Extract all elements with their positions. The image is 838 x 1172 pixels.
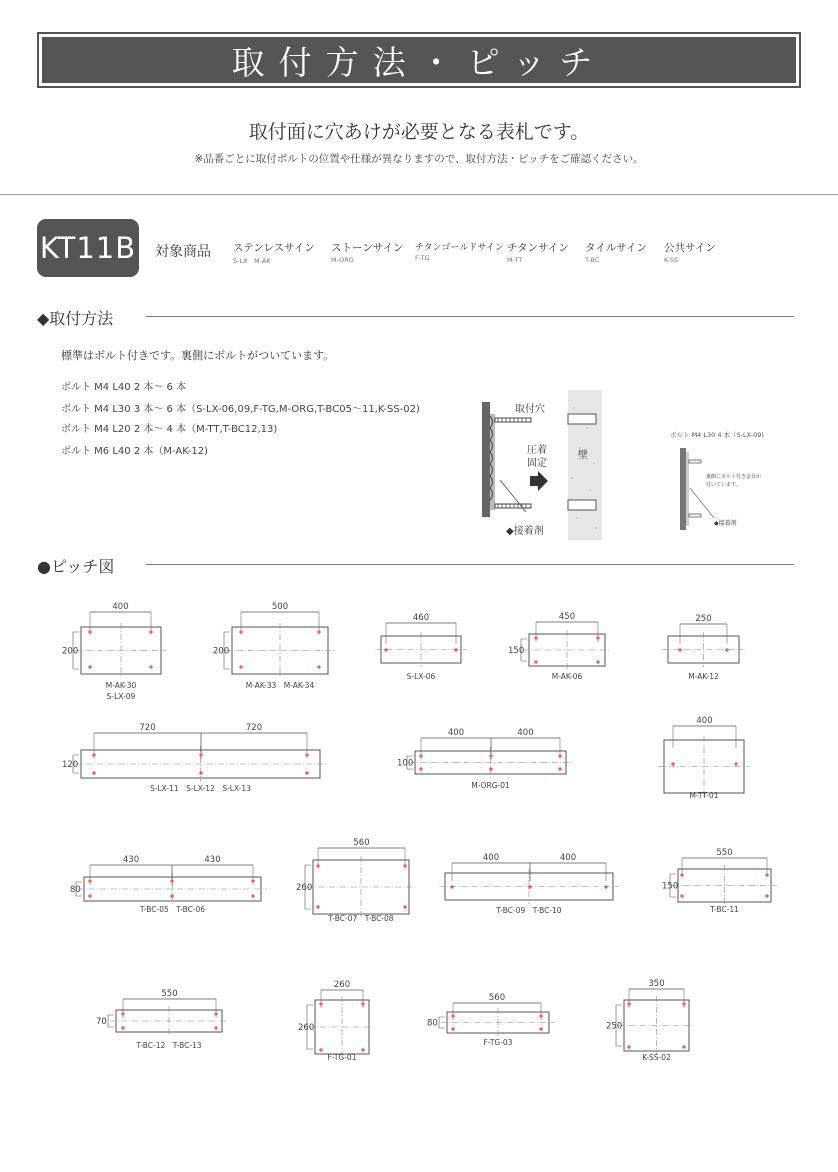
model-label: S-LX-09 [106,692,136,701]
dimension-value: 500 [271,602,289,612]
product-name: ストーンサイン [331,242,404,254]
small-note-1: 裏側にボルト付き金具が [706,474,762,480]
product-code: T-BC [585,256,600,264]
model-badge: KT11B [37,219,139,277]
press-label-2: 固定 [527,458,547,469]
dimension-value: 400 [696,716,713,726]
note-text: ※品番ごとに取付ボルトの位置や仕様が異なりますので、取付方法・ピッチをご確認ください。 [194,153,644,165]
height-value: 80 [427,1018,438,1029]
title-banner [37,32,801,88]
product-tile [585,240,647,264]
pitch-diagram [375,613,467,681]
model-label: F-TG-01 [327,1053,357,1062]
dimension-value: 400 [447,728,465,738]
dimension-value: 460 [412,613,430,623]
dimension-value: 250 [695,614,712,624]
dimension-value: 560 [353,838,370,848]
model-label: M-AK-12 [688,672,719,681]
height-value: 200 [213,646,230,657]
product-titanium [507,240,569,264]
height-value: 260 [298,1023,315,1033]
dimension-value: 430 [204,855,221,865]
dimension-value: 560 [488,993,506,1003]
section-install-method: ◆取付方法 [37,309,114,328]
headline: 取付面に穴あけが必要となる表札です。 [248,121,590,143]
height-value: 150 [662,881,679,892]
bolt-spec-3: ボルト M4 L20 2 本～ 4 本（M-TT,T-BC12,13) [61,424,278,435]
dimension-value: 400 [112,602,129,612]
pitch-diagram [427,993,555,1047]
divider [0,194,838,195]
section-rule [146,316,794,317]
dimension-value: 400 [482,853,500,863]
bolt-spec-1: ボルト M4 L40 2 本～ 6 本 [61,382,187,393]
height-value: 260 [296,883,313,893]
target-products-label: 対象商品 [155,244,211,260]
height-value: 250 [606,1021,623,1032]
dimension-value: 260 [333,980,351,990]
pitch-diagram [298,980,375,1062]
pitch-diagram [662,848,777,914]
dimension-value: 430 [122,855,140,865]
pitch-diagram [606,979,695,1062]
pitch-diagram [439,853,619,915]
wall-label: 壁 [578,450,588,461]
press-label-1: 圧着 [527,445,547,456]
product-stone [331,240,404,264]
product-code: K-SS [664,256,679,264]
product-name: タイルサイン [585,242,648,254]
dimension-value: 720 [245,723,263,733]
dimension-value: 400 [559,853,577,863]
model-label: T-BC-07 T-BC-08 [328,914,394,923]
sign-plate [482,402,490,517]
product-code: S-LX M-AK [233,257,271,265]
product-code: F-TG [415,254,430,262]
dimension-value: 450 [558,612,576,622]
product-name: ステンレスサイン [233,242,315,254]
pitch-diagram [397,728,572,790]
small-install-diagram [676,448,796,538]
pitch-diagram [96,989,228,1050]
pitch-diagrams [0,590,838,1090]
height-value: 200 [62,646,79,657]
model-label: M-AK-06 [551,672,583,681]
section-rule [146,564,794,565]
arrow-right-icon [530,471,548,491]
pitch-diagram [662,614,745,681]
model-label: M-ORG-01 [471,781,510,790]
height-value: 150 [508,646,525,656]
bolt-spec-2: ボルト M4 L30 3 本～ 6 本（S-LX-06,09,F-TG,M-ORG,T-BC05～11,K-SS-02) [61,404,420,415]
height-value: 100 [397,758,414,769]
small-diagram-title: ボルト M4 L30 4 本（S-LX-09) [670,431,764,439]
model-label: M-AK-30 [105,681,137,690]
dimension-value: 550 [161,989,178,999]
height-value: 80 [70,885,81,895]
pitch-diagram [62,723,326,793]
wall-hole-lower [568,500,596,510]
model-label: S-LX-11 S-LX-12 S-LX-13 [150,784,251,793]
bolt-lower [495,504,531,508]
small-adhesive-label: ◆接着剤 [714,520,737,527]
model-label: S-LX-06 [406,672,436,681]
product-name: 公共サイン [664,242,716,254]
small-adhesive [686,452,689,526]
dimension-value: 720 [139,723,156,733]
install-diagram [462,388,612,540]
product-code: M-ORG [331,256,354,264]
height-value: 120 [62,760,79,770]
product-name: チタンサイン [507,242,569,254]
model-label: K-SS-02 [642,1053,671,1062]
hole-label: 取付穴 [515,404,545,415]
dimension-value: 350 [648,979,665,989]
pitch-diagram [62,602,167,701]
dimension-value: 550 [716,848,733,858]
model-label: T-BC-05 T-BC-06 [139,905,206,914]
product-public [664,240,716,264]
wall-hole-upper [568,414,596,424]
pitch-diagram [658,716,750,800]
model-label: M-TT-01 [689,791,719,800]
small-sign-plate [680,448,686,530]
model-label: T-BC-11 [710,905,739,914]
model-label: F-TG-03 [483,1038,513,1047]
dimension-value: 400 [517,728,534,738]
model-label: T-BC-12 T-BC-13 [136,1041,202,1050]
banner-title: 取付方法・ピッチ [42,37,796,83]
pitch-diagram [70,855,267,914]
method-intro: 標準はボルト付きです。裏側にボルトがついています。 [61,349,335,362]
adhesive-label: ◆接着剤 [506,526,544,537]
wall [568,390,602,540]
section-pitch: ●ピッチ図 [37,557,115,576]
height-value: 70 [96,1017,107,1027]
product-name: チタンゴールドサイン [415,243,504,253]
model-label: M-AK-33 M-AK-34 [245,681,315,690]
product-code: M-TT [507,256,523,264]
model-label: T-BC-09 T-BC-10 [496,906,562,915]
pitch-diagram [213,602,334,690]
small-note-2: 付いています。 [706,482,741,488]
small-bolt-upper [689,460,701,463]
pitch-diagram [296,838,415,923]
bolt-upper [495,418,531,422]
product-stainless [233,240,315,265]
bolt-spec-4: ボルト M6 L40 2 本（M-AK-12) [61,446,208,457]
small-bolt-lower [689,514,701,517]
small-leader [690,488,714,518]
pitch-diagram [508,612,611,681]
product-titanium-gold [415,240,504,262]
